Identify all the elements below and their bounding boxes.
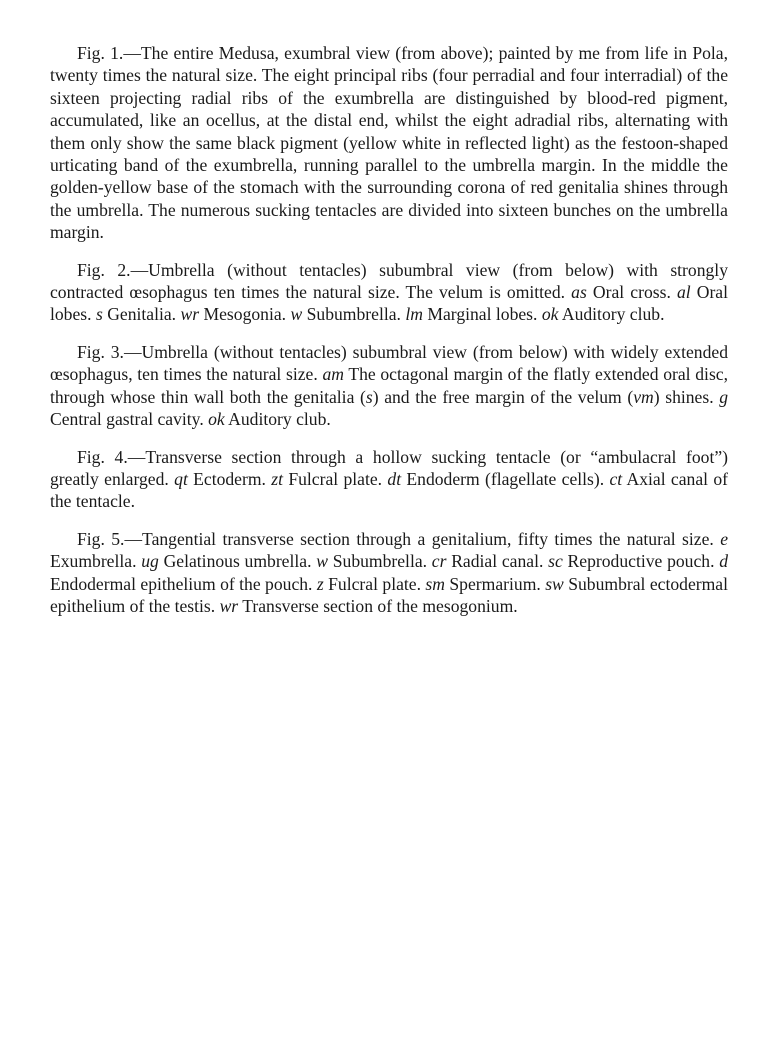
legend-letter: al	[676, 282, 691, 303]
caption-text: Fig. 1.—The entire Medusa, exumbral view (from above); painted by me from life in Pola, twenty times the natural size. The eight principal ribs (four perradial and four interradial) of the sixteen projecting radial ribs of the exumbrella are distinguished by blood-red pigment, accumulated, like an ocellus, at the distal end, whilst the eight adradial ribs, alternating with them only show the same black pigment (yellow white in reflected light) as the festoon-shaped urticating band of the exumbrella, running parallel to the umbrella margin. In the middle the golden-yellow base of the stomach with the surrounding corona of red genitalia shines through the umbrella. The numerous sucking tentacles are divided into sixteen bunches on the umbrella margin.	[50, 43, 728, 243]
legend-letter: dt	[387, 468, 402, 489]
caption-fig-1	[50, 42, 728, 244]
caption-text: Endoderm (flagellate cells).	[401, 468, 610, 489]
caption-text: Mesogonia.	[199, 304, 291, 325]
legend-letter: ct	[609, 468, 623, 489]
legend-letter: sc	[548, 551, 563, 572]
plate-explanation	[50, 42, 728, 632]
caption-text: ) shines.	[653, 386, 720, 407]
caption-text: Oral cross.	[586, 282, 677, 303]
caption-text: Auditory club.	[558, 304, 665, 325]
caption-text: Subumbrella.	[302, 304, 406, 325]
caption-text: The octagonal margin of the flatly extended oral disc, through whose thin wall both the genitalia (	[50, 364, 729, 407]
caption-text: Fig. 2.—Umbrella (without tentacles) subumbral view (from below) with strongly contracted œsophagus ten times the natural size. The velum is omitted.	[50, 259, 728, 303]
legend-letter: s	[365, 386, 373, 407]
legend-letter: as	[571, 282, 587, 303]
legend-letter: w	[290, 304, 303, 325]
caption-fig-4	[50, 446, 728, 513]
caption-text: Subumbrella.	[327, 551, 432, 572]
caption-text: Fulcral plate.	[283, 468, 388, 489]
caption-text: Oral lobes.	[50, 282, 729, 325]
legend-letter: cr	[431, 551, 447, 572]
legend-letter: zt	[271, 468, 284, 489]
caption-text: Fulcral plate.	[323, 573, 426, 594]
legend-letter: z	[316, 573, 324, 594]
legend-letter: wr	[180, 304, 200, 325]
legend-letter: g	[719, 386, 729, 407]
legend-letter: sm	[425, 573, 445, 594]
legend-letter: sw	[545, 573, 564, 594]
legend-letter: lm	[405, 304, 423, 325]
caption-text: Fig. 4.—Transverse section through a hollow sucking tentacle (or “ambulacral foot”) greatly enlarged.	[50, 446, 728, 489]
caption-text: ) and the free margin of the velum (	[372, 386, 634, 407]
legend-letter: wr	[219, 595, 239, 616]
caption-fig-2	[50, 259, 728, 326]
caption-fig-3	[50, 341, 728, 431]
caption-text: Endodermal epithelium of the pouch.	[50, 573, 317, 594]
caption-text: Central gastral cavity.	[50, 409, 209, 430]
caption-text: Ectoderm.	[187, 468, 272, 489]
legend-letter: w	[316, 551, 328, 572]
caption-text: Spermarium.	[444, 573, 546, 594]
caption-text: Fig. 5.—Tangential transverse section through a genitalium, fifty times the natural size.	[77, 528, 721, 549]
caption-text: Radial canal.	[446, 551, 549, 572]
legend-letter: qt	[174, 468, 188, 489]
legend-letter: vm	[633, 386, 654, 407]
caption-text: Gelatinous umbrella.	[158, 551, 317, 572]
legend-letter: e	[720, 528, 728, 549]
caption-text: Subumbral ectodermal epithelium of the testis.	[50, 573, 728, 616]
legend-letter: am	[322, 364, 344, 385]
caption-text: Reproductive pouch.	[562, 551, 720, 572]
caption-text: Genitalia.	[102, 304, 181, 325]
legend-letter: d	[719, 551, 729, 572]
caption-fig-5	[50, 528, 728, 618]
caption-text: Marginal lobes.	[422, 304, 542, 325]
caption-text: Exumbrella.	[50, 551, 142, 572]
caption-text: Auditory club.	[224, 409, 331, 430]
legend-letter: ok	[208, 409, 225, 430]
caption-text: Fig. 3.—Umbrella (without tentacles) subumbral view (from below) with widely extended œsophagus, ten times the natural size.	[50, 341, 728, 385]
caption-text: Axial canal of the tentacle.	[50, 468, 729, 512]
legend-letter: s	[95, 304, 103, 325]
legend-letter: ok	[541, 304, 559, 325]
caption-text: Transverse section of the mesogonium.	[238, 595, 518, 616]
legend-letter: ug	[141, 551, 159, 572]
